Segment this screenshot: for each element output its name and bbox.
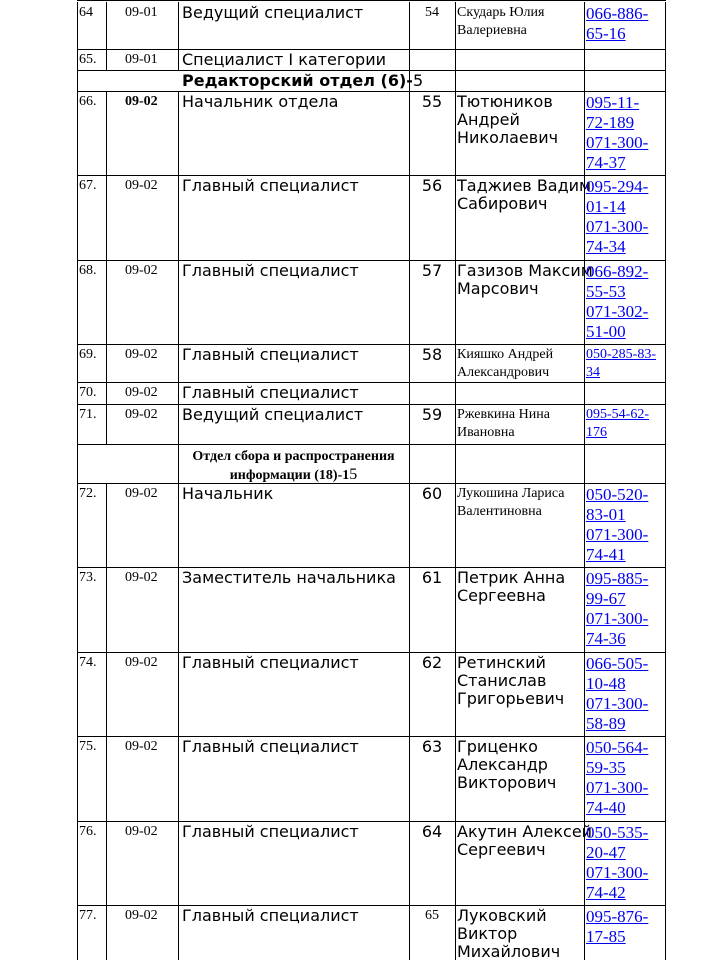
row-number: 76. (79, 824, 97, 839)
employee-name: Сергеевна (457, 586, 546, 605)
employee-name: Александрович (457, 365, 550, 380)
room-number: 65 (425, 908, 439, 923)
position-title: Специалист I категории (182, 50, 386, 69)
table-rule (77, 905, 666, 906)
table-rule (178, 2, 179, 49)
employee-name: Ивановна (457, 425, 515, 440)
table-rule (106, 736, 107, 821)
phone-link[interactable]: 071-300- (586, 609, 649, 628)
row-number: 64 (79, 5, 93, 20)
phone-link[interactable]: 095-876- (586, 907, 649, 926)
room-number: 64 (421, 822, 443, 841)
phone-link[interactable]: 74-37 (586, 153, 626, 172)
room-number: 63 (421, 737, 443, 756)
table-rule (665, 483, 666, 567)
table-rule (178, 736, 179, 821)
table-rule (584, 483, 585, 567)
table-rule (665, 382, 666, 404)
table-rule (665, 260, 666, 344)
employee-name: Акутин Алексей (457, 822, 593, 841)
phone-link[interactable]: 071-300- (586, 525, 649, 544)
table-rule (665, 2, 666, 49)
table-rule (455, 905, 456, 960)
table-rule (77, 0, 666, 1)
table-rule (77, 91, 666, 92)
phone-link[interactable]: 071-302- (586, 302, 649, 321)
row-number: 70. (79, 385, 97, 400)
department-code: 09-02 (125, 94, 158, 109)
table-rule (106, 175, 107, 260)
table-rule (584, 382, 585, 404)
phone-link[interactable]: 071-300- (586, 778, 649, 797)
table-rule (77, 344, 78, 382)
room-number: 58 (421, 345, 443, 364)
department-code: 09-02 (125, 824, 158, 839)
table-rule (665, 49, 666, 70)
table-rule (409, 444, 410, 483)
table-rule (455, 382, 456, 404)
phone-link[interactable]: 58-89 (586, 714, 626, 733)
table-rule (455, 91, 456, 175)
table-rule (665, 70, 666, 91)
table-rule (77, 404, 78, 444)
employee-name: Виктор (457, 924, 518, 943)
department-code: 09-02 (125, 739, 158, 754)
room-number: 55 (421, 92, 443, 111)
position-title: Начальник (182, 484, 274, 503)
phone-link[interactable]: 20-47 (586, 843, 626, 862)
room-number: 60 (421, 484, 443, 503)
employee-name: Викторович (457, 773, 557, 792)
phone-link[interactable]: 071-300- (586, 133, 649, 152)
table-rule (665, 736, 666, 821)
phone-link[interactable]: 095-11- (586, 93, 640, 112)
row-number: 69. (79, 347, 97, 362)
employee-name: Валентиновна (457, 504, 542, 519)
phone-link[interactable]: 72-189 (586, 113, 635, 132)
table-rule (77, 2, 78, 49)
table-rule (455, 821, 456, 905)
table-rule (584, 2, 585, 49)
table-rule (77, 444, 666, 445)
table-rule (584, 344, 585, 382)
table-rule (455, 404, 456, 444)
table-rule (584, 567, 585, 652)
table-rule (77, 344, 666, 345)
row-number: 75. (79, 739, 97, 754)
table-rule (665, 567, 666, 652)
table-rule (178, 260, 179, 344)
department-code: 09-01 (125, 52, 158, 67)
table-rule (106, 652, 107, 736)
phone-link[interactable]: 050-520- (586, 485, 649, 504)
employee-name: Григорьевич (457, 689, 565, 708)
section-count: 5 (412, 71, 424, 90)
employee-name: Андрей (457, 110, 520, 129)
phone-link[interactable]: 74-41 (586, 545, 626, 564)
row-number: 71. (79, 407, 97, 422)
employee-name: Михайлович (457, 942, 561, 961)
position-title: Главный специалист (182, 822, 359, 841)
table-rule (106, 49, 107, 70)
table-rule (455, 652, 456, 736)
table-rule (77, 91, 78, 175)
section-header: информации (18)-15 (229, 466, 358, 483)
position-title: Ведущий специалист (182, 3, 364, 22)
phone-link[interactable]: 55-53 (586, 282, 626, 301)
room-number: 59 (421, 405, 443, 424)
phone-link[interactable]: 99-67 (586, 589, 626, 608)
table-rule (409, 49, 410, 70)
table-rule (77, 736, 78, 821)
phone-link[interactable]: 74-42 (586, 883, 626, 902)
table-rule (77, 905, 78, 960)
table-rule (455, 736, 456, 821)
row-number: 65. (79, 52, 97, 67)
section-count: 5 (349, 466, 358, 483)
phone-link[interactable]: 095-885- (586, 569, 649, 588)
row-number: 66. (79, 94, 97, 109)
table-rule (455, 70, 456, 91)
table-rule (178, 905, 179, 960)
table-rule (106, 567, 107, 652)
row-number: 77. (79, 908, 97, 923)
employee-name: Таджиев Вадим (457, 176, 592, 195)
table-rule (665, 444, 666, 483)
position-title: Заместитель начальника (182, 568, 396, 587)
phone-link[interactable]: 176 (586, 425, 607, 440)
table-rule (455, 175, 456, 260)
table-rule (584, 49, 585, 70)
phone-link[interactable]: 83-01 (586, 505, 626, 524)
phone-link[interactable]: 095-54-62- (586, 407, 649, 422)
table-rule (106, 905, 107, 960)
position-title: Начальник отдела (182, 92, 339, 111)
table-rule (77, 567, 78, 652)
table-rule (77, 736, 666, 737)
table-rule (455, 260, 456, 344)
table-rule (665, 821, 666, 905)
employee-name: Валериевна (457, 23, 527, 38)
table-rule (77, 652, 78, 736)
row-number: 73. (79, 570, 97, 585)
table-rule (77, 382, 78, 404)
room-number: 54 (425, 5, 439, 20)
table-rule (178, 821, 179, 905)
table-rule (455, 2, 456, 49)
table-rule (77, 404, 666, 405)
table-rule (77, 821, 78, 905)
phone-link[interactable]: 066-886- (586, 4, 649, 23)
department-code: 09-02 (125, 407, 158, 422)
department-code: 09-02 (125, 347, 158, 362)
phone-link[interactable]: 071-300- (586, 217, 649, 236)
table-rule (455, 483, 456, 567)
row-number: 68. (79, 263, 97, 278)
table-rule (178, 483, 179, 567)
table-rule (178, 404, 179, 444)
room-number: 57 (421, 261, 443, 280)
table-rule (77, 382, 666, 383)
table-rule (178, 652, 179, 736)
table-rule (455, 344, 456, 382)
table-rule (409, 382, 410, 404)
phone-link[interactable]: 071-300- (586, 694, 649, 713)
phone-link[interactable]: 51-00 (586, 322, 626, 341)
table-rule (106, 821, 107, 905)
table-rule (584, 444, 585, 483)
row-number: 74. (79, 655, 97, 670)
phone-link[interactable]: 59-35 (586, 758, 626, 777)
phone-link[interactable]: 74-36 (586, 629, 626, 648)
table-rule (106, 483, 107, 567)
table-rule (77, 483, 78, 567)
table-rule (584, 91, 585, 175)
department-code: 09-02 (125, 486, 158, 501)
phone-link[interactable]: 066-892- (586, 262, 649, 281)
table-rule (77, 175, 78, 260)
employee-name: Гриценко (457, 737, 538, 756)
section-header: Редакторский отдел (6)-5 (182, 71, 424, 90)
table-rule (106, 404, 107, 444)
row-number: 67. (79, 178, 97, 193)
position-title: Главный специалист (182, 653, 359, 672)
table-rule (178, 382, 179, 404)
employee-name: Ретинский (457, 653, 546, 672)
employee-name: Петрик Анна (457, 568, 566, 587)
phone-link[interactable]: 65-16 (586, 24, 626, 43)
table-rule (584, 70, 585, 91)
employee-name: Тютюников (457, 92, 553, 111)
phone-link[interactable]: 74-34 (586, 237, 626, 256)
employee-name: Сергеевич (457, 840, 546, 859)
table-rule (665, 905, 666, 960)
employee-name: Ржевкина Нина (457, 407, 550, 422)
table-rule (584, 404, 585, 444)
phone-link[interactable]: 050-535- (586, 823, 649, 842)
table-rule (178, 344, 179, 382)
table-rule (178, 49, 179, 70)
employee-name: Кияшко Андрей (457, 347, 554, 362)
phone-link[interactable]: 066-505- (586, 654, 649, 673)
table-rule (106, 344, 107, 382)
table-rule (77, 49, 78, 70)
phone-link[interactable]: 071-300- (586, 863, 649, 882)
employee-name: Лукошина Лариса (457, 486, 565, 501)
table-rule (584, 905, 585, 960)
table-rule (665, 91, 666, 175)
department-code: 09-02 (125, 385, 158, 400)
table-rule (455, 444, 456, 483)
employee-name: Луковский (457, 906, 547, 925)
phone-link[interactable]: 34 (586, 365, 600, 380)
employee-name: Николаевич (457, 128, 559, 147)
phone-link[interactable]: 74-40 (586, 798, 626, 817)
department-code: 09-02 (125, 570, 158, 585)
table-rule (77, 444, 78, 483)
table-rule (106, 382, 107, 404)
table-rule (106, 260, 107, 344)
phone-link[interactable]: 050-285-83- (586, 347, 656, 362)
table-rule (584, 652, 585, 736)
employee-name: Скударь Юлия (457, 5, 545, 20)
table-rule (106, 2, 107, 49)
position-title: Главный специалист (182, 345, 359, 364)
department-code: 09-01 (125, 5, 158, 20)
position-title: Главный специалист (182, 383, 359, 402)
table-rule (178, 567, 179, 652)
department-code: 09-02 (125, 655, 158, 670)
table-rule (665, 652, 666, 736)
table-rule (106, 91, 107, 175)
table-rule (77, 652, 666, 653)
employee-name: Станислав (457, 671, 547, 690)
phone-link[interactable]: 095-294- (586, 177, 649, 196)
position-title: Главный специалист (182, 906, 359, 925)
table-rule (665, 404, 666, 444)
employee-name: Марсович (457, 279, 539, 298)
employee-name: Александр (457, 755, 548, 774)
department-code: 09-02 (125, 908, 158, 923)
table-rule (77, 70, 78, 91)
room-number: 56 (421, 176, 443, 195)
position-title: Ведущий специалист (182, 405, 364, 424)
row-number: 72. (79, 486, 97, 501)
table-rule (455, 49, 456, 70)
position-title: Главный специалист (182, 261, 359, 280)
phone-link[interactable]: 01-14 (586, 197, 626, 216)
room-number: 62 (421, 653, 443, 672)
table-rule (77, 260, 78, 344)
department-code: 09-02 (125, 178, 158, 193)
position-title: Главный специалист (182, 737, 359, 756)
position-title: Главный специалист (182, 176, 359, 195)
phone-link[interactable]: 10-48 (586, 674, 626, 693)
section-header: Отдел сбора и распространения (192, 449, 395, 464)
employee-name: Газизов Максим (457, 261, 593, 280)
phone-link[interactable]: 050-564- (586, 738, 649, 757)
table-rule (178, 175, 179, 260)
room-number: 61 (421, 568, 443, 587)
phone-link[interactable]: 17-85 (586, 927, 626, 946)
table-rule (178, 91, 179, 175)
table-rule (665, 344, 666, 382)
table-rule (584, 736, 585, 821)
table-rule (455, 567, 456, 652)
department-code: 09-02 (125, 263, 158, 278)
table-rule (665, 175, 666, 260)
employee-name: Сабирович (457, 194, 548, 213)
